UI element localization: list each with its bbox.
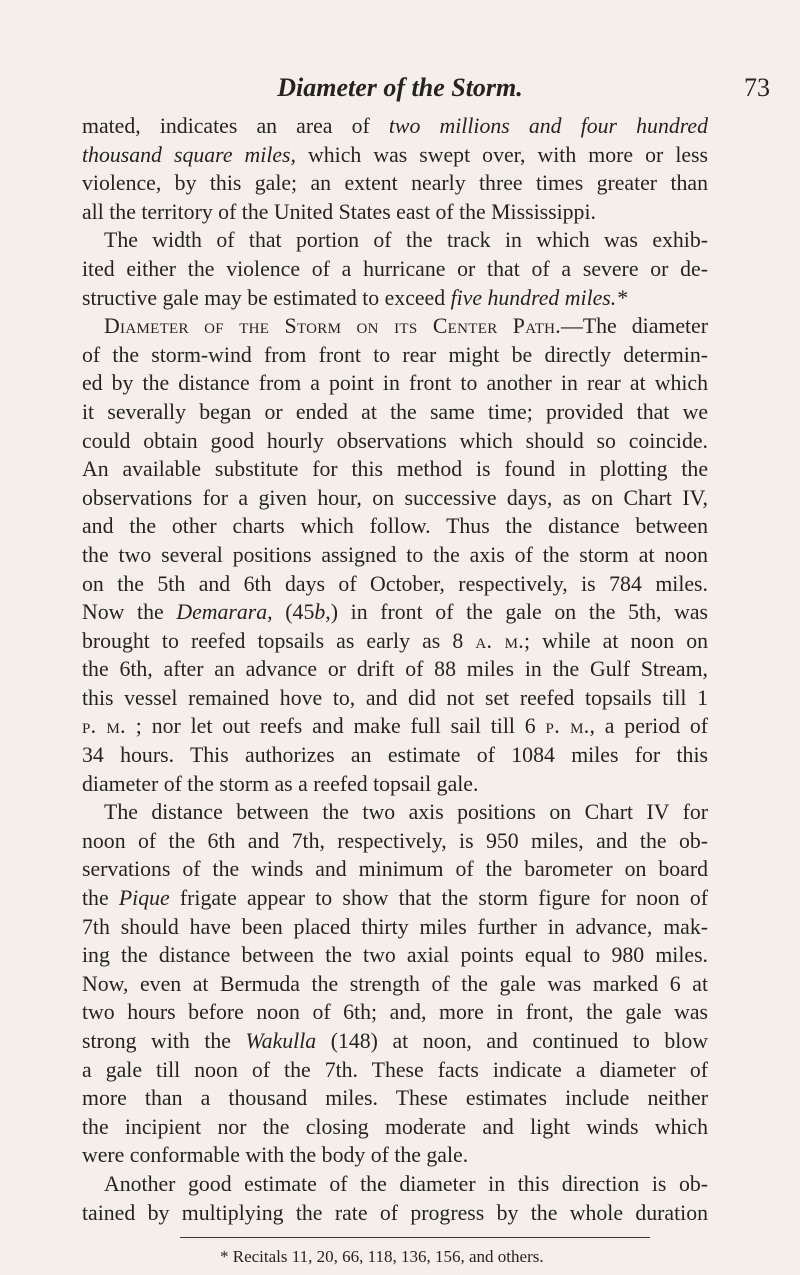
page-number: 73 bbox=[744, 73, 770, 102]
text-run: ; while at noon on bbox=[524, 628, 708, 653]
text-line bbox=[82, 141, 708, 170]
emphasis-text: Pique bbox=[118, 886, 170, 911]
text-line: violence, by this gale; an extent nearly three times greater than bbox=[82, 171, 708, 196]
text-line: this vessel remained hove to, and did not set reefed topsails till 1 bbox=[82, 685, 708, 710]
text-line: Now, even at Bermuda the strength of the gale was marked 6 at bbox=[82, 971, 708, 996]
body-text bbox=[82, 112, 708, 1227]
text-line bbox=[82, 312, 708, 341]
small-caps-text: a. m. bbox=[475, 628, 525, 653]
emphasis-text: Wakulla bbox=[245, 1029, 317, 1053]
text-line: a gale till noon of the 7th. These facts indicate a diameter of bbox=[82, 1057, 708, 1082]
text-run: ,) in front of the gale on the 5th, was bbox=[325, 600, 708, 625]
text-run: strong with the bbox=[82, 1029, 246, 1053]
text-line: Another good estimate of the diameter in this direction is ob- bbox=[104, 1171, 708, 1196]
text-run: (45 bbox=[272, 600, 315, 625]
text-line: two hours before noon of 6th; and, more in front, the gale was bbox=[82, 1000, 708, 1025]
text-run: —The diameter bbox=[561, 314, 708, 339]
text-line: The width of that portion of the track in which was exhib- bbox=[104, 228, 708, 253]
text-run: which was swept over, with more or less bbox=[296, 142, 709, 167]
text-line: ited either the violence of a hurricane or that of a severe or de- bbox=[82, 256, 708, 281]
text-line: it severally began or ended at the same time; provided that we bbox=[82, 399, 708, 424]
footnote-divider bbox=[180, 1237, 650, 1238]
text-line: tained by multiplying the rate of progress by the whole duration bbox=[82, 1200, 708, 1225]
page-header bbox=[80, 72, 800, 104]
text-run: , a period of bbox=[589, 714, 708, 739]
text-line bbox=[82, 884, 708, 913]
text-line: ing the distance between the two axial points equal to 980 miles. bbox=[82, 943, 708, 968]
text-line: An available substitute for this method is found in plotting the bbox=[82, 457, 708, 482]
text-run: (148) at noon, and continued to blow bbox=[316, 1029, 708, 1053]
text-run: ; nor let out reefs and make full sail till 6 bbox=[125, 714, 546, 739]
text-run: structive gale may be estimated to exceed bbox=[82, 285, 451, 310]
text-line bbox=[82, 284, 708, 313]
text-line bbox=[82, 598, 708, 627]
small-caps-text: p. m. bbox=[82, 714, 126, 739]
text-line: The distance between the two axis positions on Chart IV for bbox=[104, 800, 708, 825]
text-line: 34 hours. This authorizes an estimate of 1084 miles for this bbox=[82, 743, 708, 768]
text-run: brought to reefed topsails as early as 8 bbox=[82, 628, 476, 653]
text-line: 7th should have been placed thirty miles further in advance, mak- bbox=[82, 914, 708, 939]
text-line bbox=[82, 627, 708, 656]
text-run: mated, indicates an area of bbox=[82, 114, 389, 138]
text-line bbox=[82, 1027, 708, 1056]
text-line: the 6th, after an advance or drift of 88 miles in the Gulf Stream, bbox=[82, 657, 708, 682]
text-line: were conformable with the body of the gale. bbox=[82, 1143, 469, 1168]
section-heading: Diameter of the Storm on its Center Path. bbox=[104, 314, 562, 339]
text-run: frigate appear to show that the storm figure for noon of bbox=[169, 886, 709, 911]
emphasis-text: b bbox=[314, 600, 326, 625]
text-line: and the other charts which follow. Thus the distance between bbox=[82, 514, 708, 539]
footnote: * Recitals 11, 20, 66, 118, 136, 156, and others. bbox=[220, 1247, 544, 1266]
emphasis-text: two millions and four hundred bbox=[388, 114, 708, 138]
text-line: servations of the winds and minimum of the barometer on board bbox=[82, 857, 708, 882]
text-line: the incipient nor the closing moderate and light winds which bbox=[82, 1114, 708, 1139]
emphasis-text: thousand square miles, bbox=[82, 142, 296, 167]
text-line: diameter of the storm as a reefed topsail gale. bbox=[82, 771, 479, 796]
emphasis-text: Demarara, bbox=[176, 600, 273, 625]
text-run: Now the bbox=[82, 600, 177, 625]
text-line: all the territory of the United States east of the Mississippi. bbox=[82, 199, 596, 224]
text-line bbox=[82, 712, 708, 741]
text-line: of the storm-wind from front to rear might be directly determin- bbox=[82, 342, 708, 367]
text-line: observations for a given hour, on successive days, as on Chart IV, bbox=[82, 485, 708, 510]
text-line: more than a thousand miles. These estimates include neither bbox=[82, 1086, 708, 1111]
small-caps-text: p. m. bbox=[545, 714, 590, 739]
text-line: ed by the distance from a point in front to another in rear at which bbox=[82, 371, 708, 396]
text-line: on the 5th and 6th days of October, respectively, is 784 miles. bbox=[82, 571, 708, 596]
text-line: noon of the 6th and 7th, respectively, is 950 miles, and the ob- bbox=[82, 828, 708, 853]
text-line bbox=[82, 112, 708, 141]
emphasis-text: five hundred miles.* bbox=[450, 285, 628, 310]
running-title: Diameter of the Storm. bbox=[277, 73, 523, 102]
text-line: could obtain good hourly observations which should so coincide. bbox=[82, 428, 708, 453]
text-line: the two several positions assigned to the axis of the storm at noon bbox=[82, 542, 708, 567]
text-run: the bbox=[82, 886, 119, 911]
